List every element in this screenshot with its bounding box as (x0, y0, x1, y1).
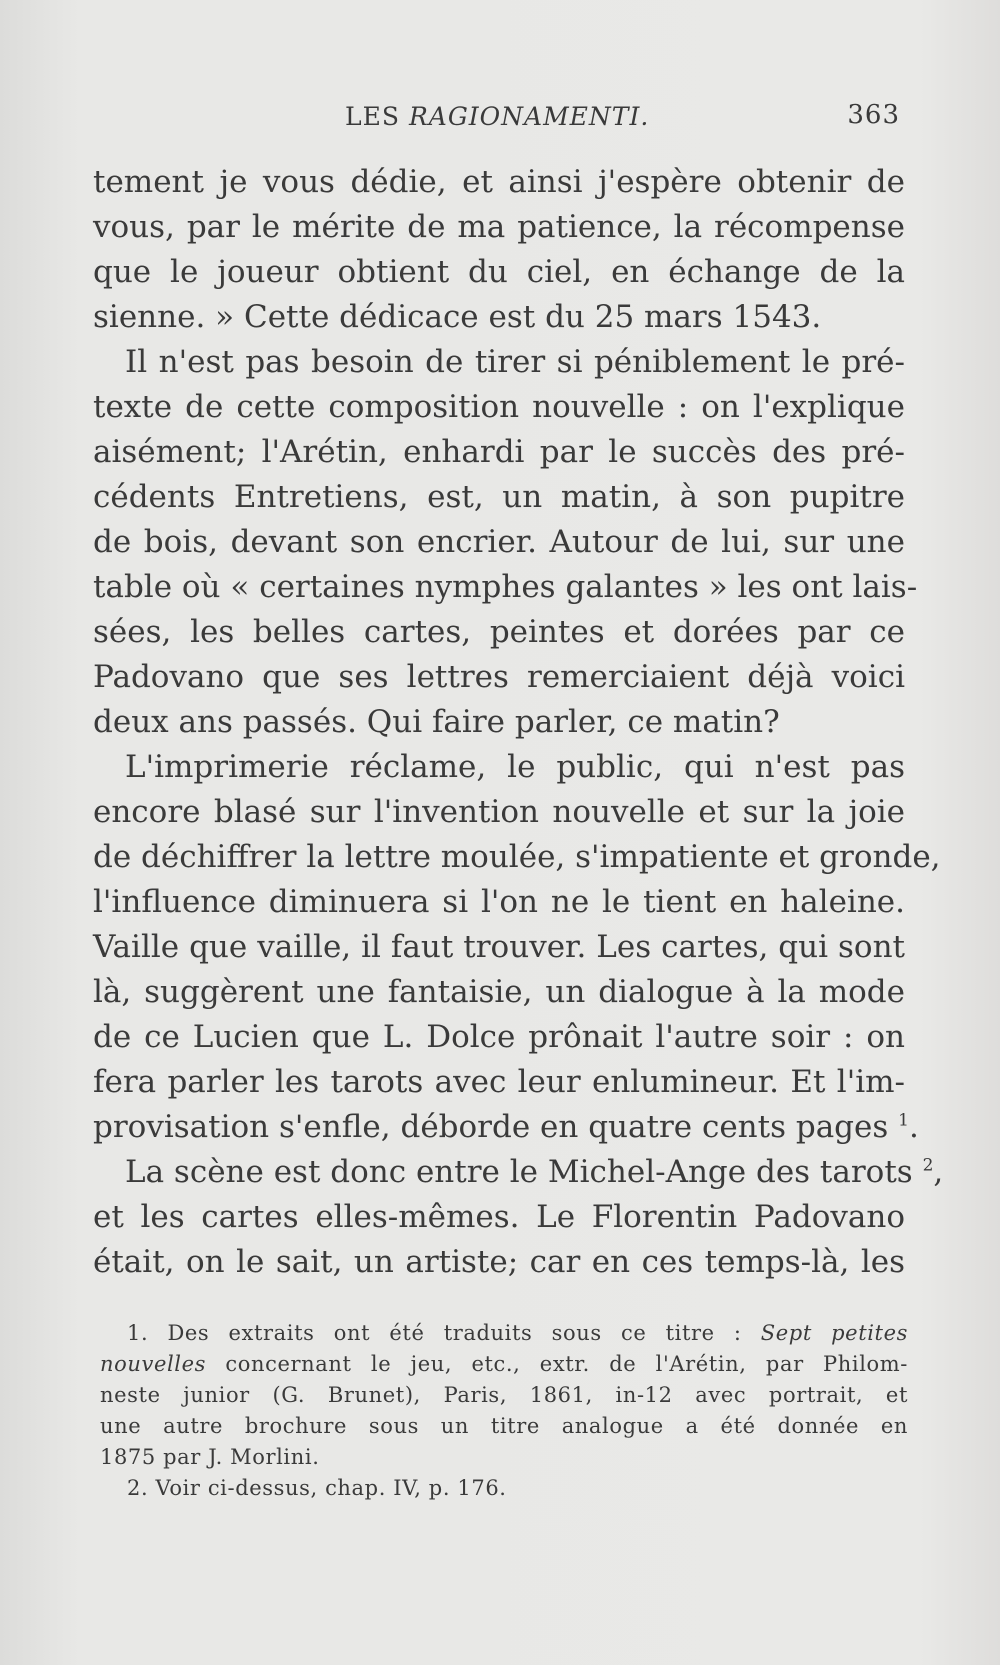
text-line: aisément; l'Arétin, enhardi par le succès des pré- (93, 434, 905, 470)
footnotes (100, 1318, 908, 1504)
text-line: encore blasé sur l'invention nouvelle et sur la joie (93, 794, 905, 830)
running-title-italic: RAGIONAMENTI. (408, 102, 650, 131)
text-line: deux ans passés. Qui faire parler, ce matin? (93, 704, 780, 740)
body-text (93, 160, 944, 1285)
text-line: sées, les belles cartes, peintes et dorées par ce (93, 614, 905, 650)
footnote-marker: 2 (922, 1155, 934, 1176)
footnote-text: concernant le jeu, etc., extr. de l'Arétin, par Philom- (206, 1352, 908, 1376)
text-line: de déchiffrer la lettre moulée, s'impatiente et gronde, (93, 839, 941, 875)
text-line: table où « certaines nymphes galantes » les ont lais- (93, 569, 918, 605)
text-line: Il n'est pas besoin de tirer si péniblement le pré- (125, 344, 905, 380)
text-line: de ce Lucien que L. Dolce prônait l'autre soir : on (93, 1019, 905, 1055)
footnote-line: 1875 par J. Morlini. (100, 1445, 320, 1469)
footnote-italic-title: nouvelles (100, 1352, 207, 1376)
text-line-with-note (93, 1105, 919, 1150)
text-line: que le joueur obtient du ciel, en échange de la (93, 254, 905, 290)
footnote-marker: 1 (898, 1110, 909, 1131)
text-line: et les cartes elles-mêmes. Le Florentin Padovano (93, 1199, 905, 1235)
text-line: fera parler les tarots avec leur enlumineur. Et l'im- (93, 1064, 905, 1100)
text-line: de bois, devant son encrier. Autour de lui, sur une (93, 524, 905, 560)
text-line-content: provisation s'enfle, déborde en quatre cents pages (93, 1109, 889, 1145)
footnote-line: neste junior (G. Brunet), Paris, 1861, in-12 avec portrait, et (100, 1383, 908, 1407)
running-title (345, 102, 649, 131)
running-head (95, 94, 900, 134)
text-line: était, on le sait, un artiste; car en ces temps-là, les (93, 1244, 905, 1280)
text-line: là, suggèrent une fantaisie, un dialogue à la mode (93, 974, 905, 1010)
text-line: Padovano que ses lettres remerciaient déjà voici (93, 659, 905, 695)
footnote-line (100, 1318, 908, 1349)
text-line: tement je vous dédie, et ainsi j'espère obtenir de (93, 164, 905, 200)
text-line-content: La scène est donc entre le Michel-Ange des tarots (125, 1154, 913, 1190)
line-punctuation: . (908, 1109, 919, 1145)
running-title-prefix: LES (345, 102, 409, 131)
text-line: sienne. » Cette dédicace est du 25 mars 1543. (93, 299, 822, 335)
footnote-line (100, 1349, 908, 1380)
footnote-line: 2. Voir ci-dessus, chap. IV, p. 176. (127, 1476, 507, 1500)
text-line-with-note (93, 1150, 944, 1195)
line-punctuation: , (933, 1154, 944, 1190)
text-line: L'imprimerie réclame, le public, qui n'est pas (125, 749, 905, 785)
text-line: cédents Entretiens, est, un matin, à son pupitre (93, 479, 905, 515)
page-number: 363 (847, 100, 900, 130)
text-line: Vaille que vaille, il faut trouver. Les cartes, qui sont (93, 929, 905, 965)
text-line: texte de cette composition nouvelle : on l'explique (93, 389, 905, 425)
text-line: l'influence diminuera si l'on ne le tient en haleine. (93, 884, 905, 920)
footnote-italic-title: Sept petites (760, 1321, 908, 1345)
footnote-text: 1. Des extraits ont été traduits sous ce titre : (127, 1321, 761, 1345)
text-line: vous, par le mérite de ma patience, la récompense (93, 209, 905, 245)
footnote-line: une autre brochure sous un titre analogue a été donnée en (100, 1414, 908, 1438)
